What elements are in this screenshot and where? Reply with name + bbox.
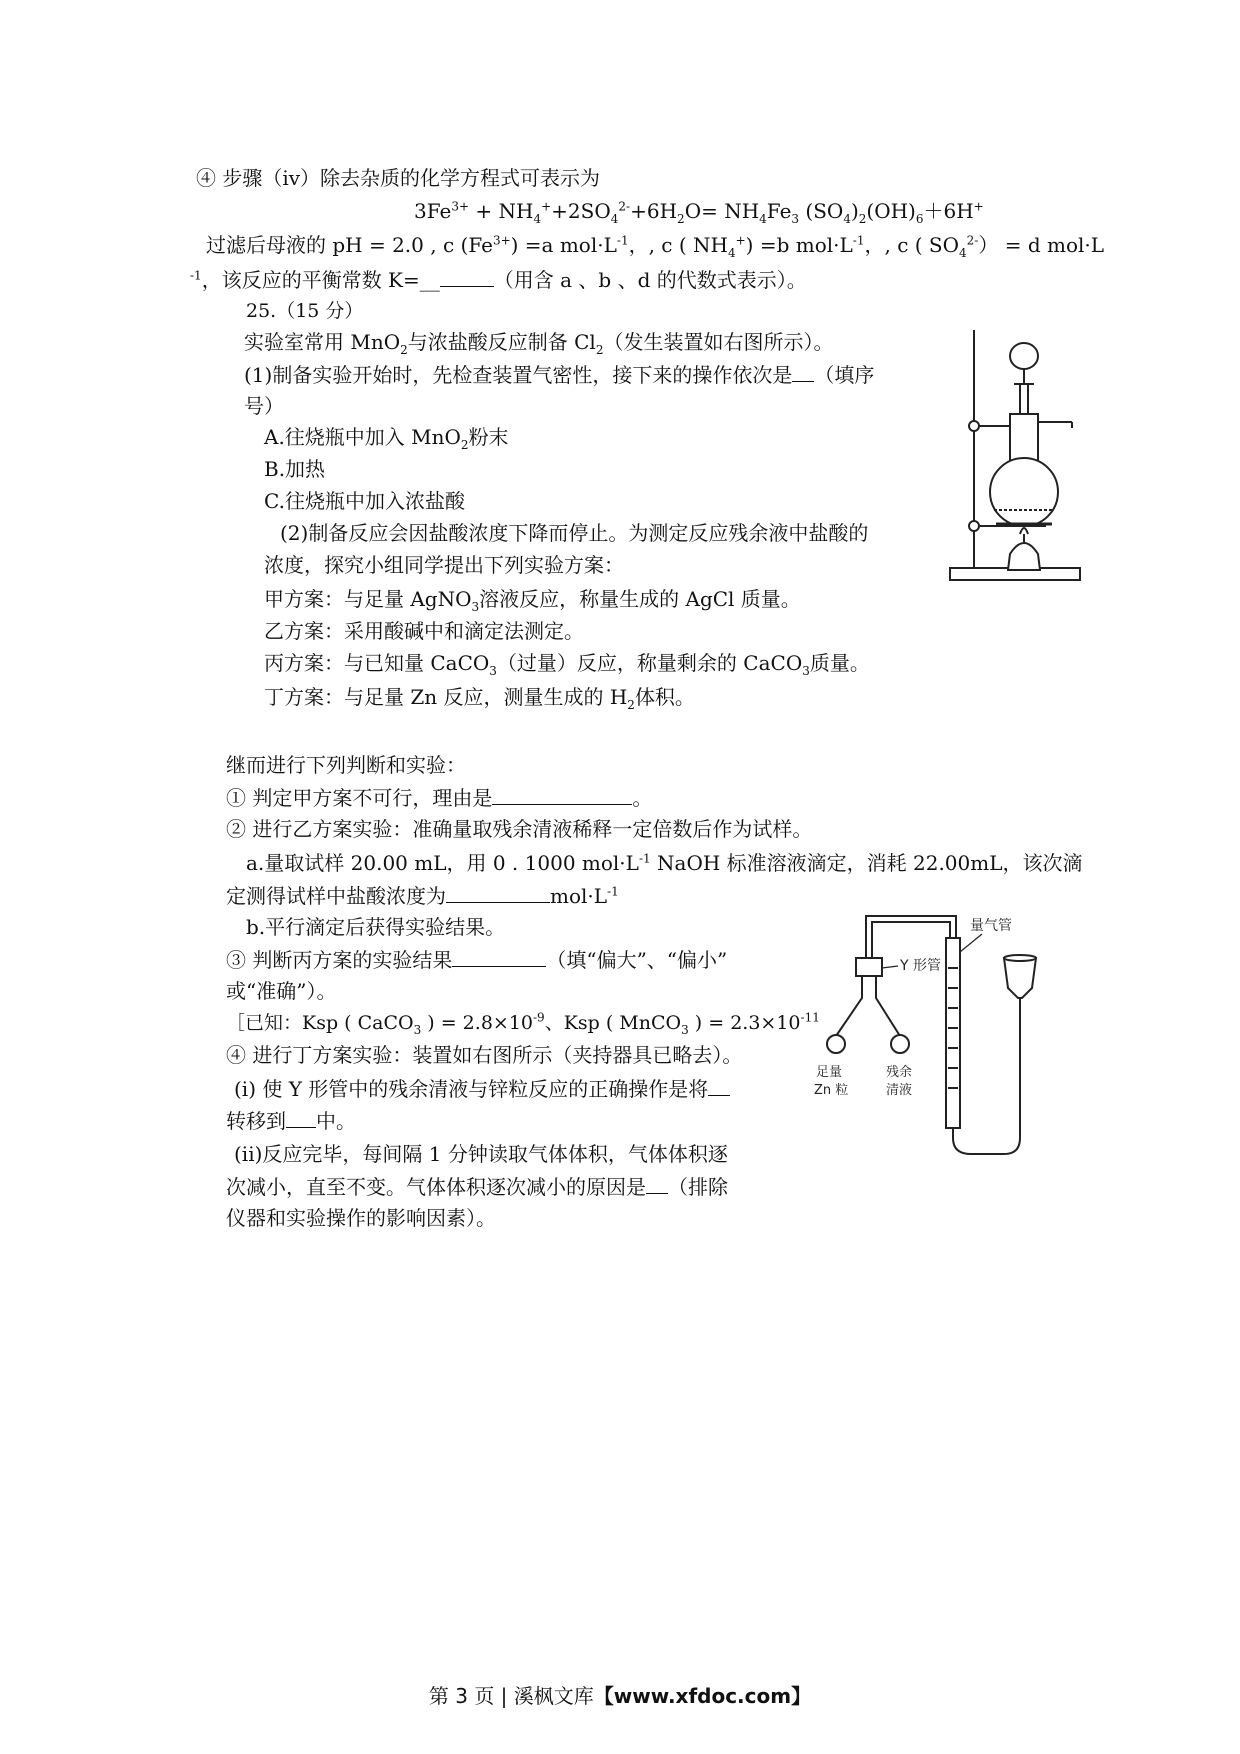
zinc-label-2: Zn 粒 xyxy=(814,1083,849,1098)
step-iv-intro: ④ 步骤（iv）除去杂质的化学方程式可表示为 xyxy=(196,166,601,190)
judgement-1: ① 判定甲方案不可行，理由是 。 xyxy=(226,786,653,810)
judgement-2: ② 进行乙方案实验：准确量取残余清液稀释一定倍数后作为试样。 xyxy=(226,817,813,841)
q25-part1-cont: 号） xyxy=(244,394,284,418)
judgement-4: ④ 进行丁方案实验：装置如右图所示（夹持器具已略去）。 xyxy=(226,1043,743,1067)
judgement-3-cont: 或“准确”）。 xyxy=(226,979,337,1003)
liquid-label-1: 残余 xyxy=(886,1065,913,1080)
option-c: C.往烧瓶中加入浓盐酸 xyxy=(264,489,465,513)
page-footer xyxy=(0,1680,1240,1709)
gas-measurement-figure xyxy=(806,908,1056,1164)
judgement-3: ③ 判断丙方案的实验结果 （填“偏大”、“偏小” xyxy=(226,948,728,972)
plan-d: 丁方案：与足量 Zn 反应，测量生成的 $H_2$体积。 xyxy=(264,685,695,712)
chemical-equation: $3Fe^{3+} + NH_4^++2SO_4^{2-}+6H_2O= NH_4Fe_3$ $(SO_4)_2(OH)_6+6H^+$ xyxy=(414,199,984,226)
then-intro: 继而进行下列判断和实验： xyxy=(226,753,466,777)
judgement-4ii-cont: 次减小，直至不变。气体体积逐次减小的原因是 （排除 xyxy=(226,1175,728,1199)
q25-intro: 实验室常用 MnO$_2$与浓盐酸反应制备 $Cl_2$（发生装置如右图所示）。 xyxy=(244,330,834,357)
plan-a: 甲方案：与足量 AgNO$_3$溶液反应，称量生成的 AgCl 质量。 xyxy=(264,587,801,614)
zinc-label-1: 足量 xyxy=(816,1065,843,1080)
y-tube-label: Y 形管 xyxy=(900,958,942,974)
judgement-2b: b.平行滴定后获得实验结果。 xyxy=(246,915,506,939)
plan-b: 乙方案：采用酸碱中和滴定法测定。 xyxy=(264,619,584,643)
footer-site-link[interactable]: 【www.xfdoc.com】 xyxy=(593,1684,812,1708)
q25-part2: (2)制备反应会因盐酸浓度下降而停止。为测定反应残余液中盐酸的 xyxy=(280,521,869,545)
ksp-note: ［已知：Ksp ( CaCO$_3$ ) = $2.8\times 10^{-9}$、Ksp ( MnCO$_3$ ) = $2.3\times 10^{-11}$ xyxy=(226,1010,820,1037)
judgement-2a-cont: 定测得试样中盐酸浓度为 $mol\cdot L^{-1}$ xyxy=(226,884,619,908)
judgement-2a: a.量取试样 20.00 mL，用 0 . 1000 $mol\cdot L^{-1}$ NaOH 标准溶液滴定，消耗 22.00mL，该次滴 xyxy=(246,851,1083,875)
option-b: B.加热 xyxy=(264,457,326,481)
gas-tube-label: 量气管 xyxy=(970,918,1012,934)
q25-part1: (1)制备实验开始时，先检查装置气密性，接下来的操作依次是 （填序 xyxy=(244,363,875,387)
judgement-4ii: (ii)反应完毕，每间隔 1 分钟读取气体体积，气体体积逐 xyxy=(234,1142,728,1166)
plan-c: 丙方案：与已知量 CaCO$_3$（过量）反应，称量剩余的 CaCO$_3$质量。 xyxy=(264,651,870,678)
q25-part2-cont: 浓度，探究小组同学提出下列实验方案： xyxy=(264,553,624,577)
judgement-4i: (i) 使 Y 形管中的残余清液与锌粒反应的正确操作是将 xyxy=(234,1075,730,1102)
question-25-header: 25.（15 分） xyxy=(246,300,364,322)
judgement-4i-cont: 转移到 中。 xyxy=(226,1109,356,1133)
chlorine-generator-figure xyxy=(940,322,1090,594)
judgement-4ii-end: 仪器和实验操作的影响因素）。 xyxy=(226,1206,496,1230)
liquid-label-2: 清液 xyxy=(886,1083,913,1098)
equilibrium-constant-question: $^{-1}$，该反应的平衡常数 K=__ （用含 a 、b 、d 的代数式表示）。 xyxy=(190,268,807,292)
option-a: A.往烧瓶中加入 MnO$_2$粉末 xyxy=(264,425,509,452)
filtrate-conditions: 过滤后母液的 pH = 2.0 , c $(Fe^{3+}) =a$ $mol\cdot L^{-1}$，, c ( $NH_4^+) =b$ $mol\cdot L^{-1}$，, c ( $SO_4^{2-}) = d$ mol·L xyxy=(206,233,1105,260)
footer-page-label: 第 3 页 | 溪枫文库 xyxy=(428,1684,594,1708)
